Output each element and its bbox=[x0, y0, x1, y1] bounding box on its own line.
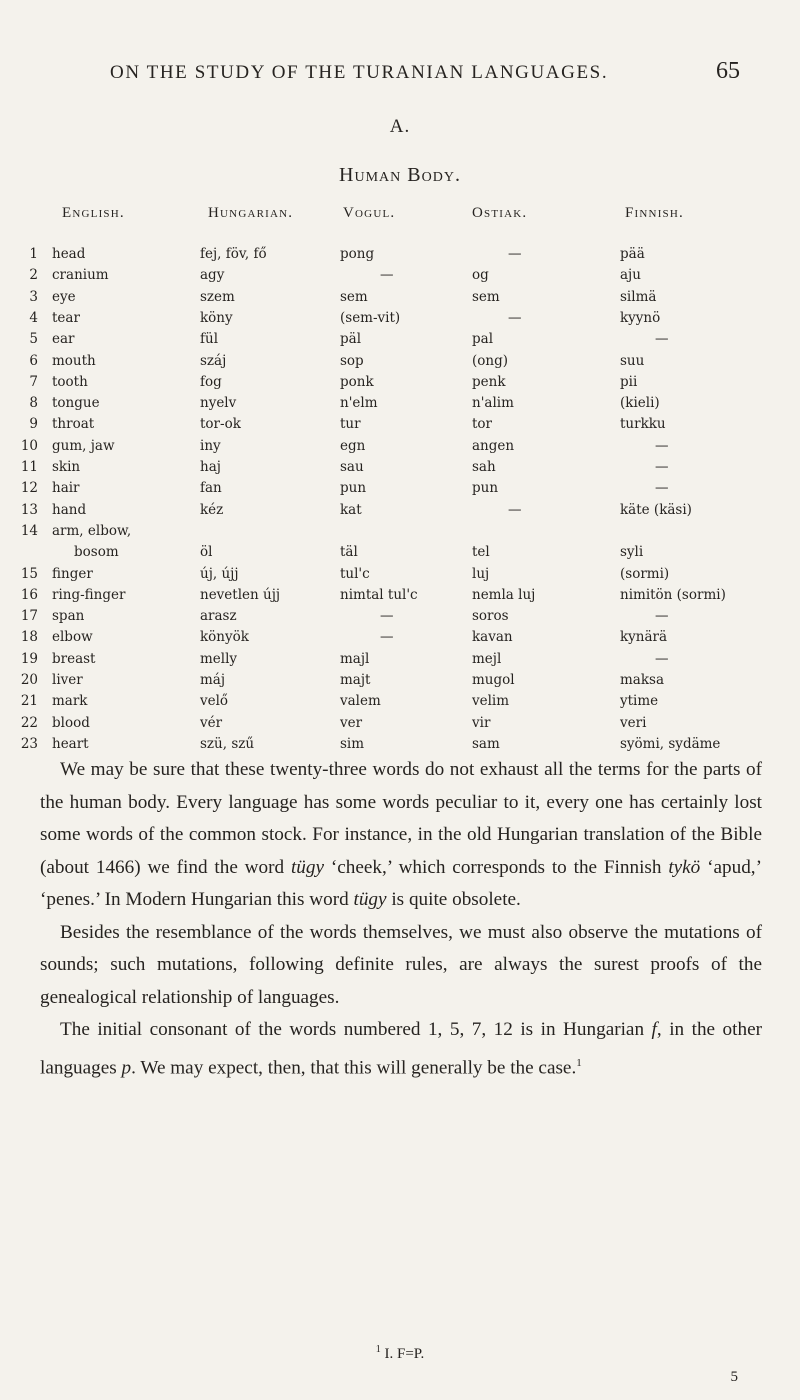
cell-hungarian: iny bbox=[200, 437, 221, 454]
cell-hungarian: nyelv bbox=[200, 395, 237, 412]
table-row bbox=[0, 502, 800, 524]
cell-english: hair bbox=[52, 480, 80, 497]
cell-english: tooth bbox=[52, 373, 88, 390]
cell-hungarian: fog bbox=[200, 373, 222, 390]
cell-finnish: syli bbox=[620, 544, 644, 561]
cell-finnish: pii bbox=[620, 373, 638, 390]
table-row bbox=[0, 374, 800, 396]
cell-vogul: pong bbox=[340, 246, 375, 262]
cell-ostiak: — bbox=[508, 309, 522, 326]
cell-hungarian: fül bbox=[200, 331, 219, 348]
table-row bbox=[0, 353, 800, 375]
cell-finnish: — bbox=[655, 608, 669, 625]
row-number: 7 bbox=[29, 373, 38, 390]
cell-vogul: — bbox=[380, 608, 394, 625]
row-number: 3 bbox=[29, 288, 38, 305]
cell-hungarian: öl bbox=[200, 544, 213, 561]
cell-english: head bbox=[52, 246, 86, 262]
table-row bbox=[0, 331, 800, 353]
table-row bbox=[0, 438, 800, 460]
cell-english: heart bbox=[52, 735, 89, 752]
table-row bbox=[0, 267, 800, 289]
cell-vogul: — bbox=[380, 629, 394, 646]
cell-hungarian: szem bbox=[200, 288, 235, 305]
cell-finnish: aju bbox=[620, 267, 641, 284]
cell-hungarian: agy bbox=[200, 267, 225, 284]
section-letter: A. bbox=[389, 116, 411, 137]
cell-english: ring-finger bbox=[52, 586, 126, 603]
cell-hungarian: tor-ok bbox=[200, 416, 241, 433]
table-row bbox=[0, 672, 800, 694]
cell-finnish: — bbox=[655, 650, 669, 667]
row-number: 21 bbox=[20, 693, 38, 710]
row-number: 15 bbox=[20, 565, 38, 582]
row-number: 14 bbox=[20, 522, 38, 539]
cell-english: throat bbox=[52, 416, 95, 433]
cell-vogul: egn bbox=[340, 437, 366, 454]
row-number: 18 bbox=[20, 629, 38, 646]
running-title: ON THE STUDY OF THE TURANIAN LANGUAGES. bbox=[110, 62, 609, 83]
cell-finnish: (kieli) bbox=[620, 395, 660, 412]
cell-hungarian: melly bbox=[200, 650, 238, 667]
cell-finnish: pää bbox=[620, 246, 645, 262]
cell-hungarian: fan bbox=[200, 480, 222, 497]
cell-english: eye bbox=[52, 288, 76, 305]
cell-ostiak: — bbox=[508, 501, 522, 518]
row-number: 17 bbox=[20, 608, 38, 625]
paragraph-2: Besides the resemblance of the words themselves, we must also observe the mutations of sounds; such mutations, following definite rules, are always the surest proofs of the genealogical relationship of languages. bbox=[40, 921, 762, 1008]
cell-english: blood bbox=[52, 714, 90, 731]
word-tugy-2: tügy bbox=[353, 889, 387, 910]
cell-hungarian: szü, szű bbox=[200, 735, 255, 752]
cell-vogul: täl bbox=[340, 544, 358, 561]
cell-finnish: — bbox=[655, 480, 669, 497]
body-text bbox=[40, 754, 762, 1084]
cell-vogul: sau bbox=[340, 459, 364, 475]
column-header-hungarian: Hungarian. bbox=[208, 205, 294, 221]
table-row bbox=[0, 480, 800, 502]
table-row bbox=[0, 566, 800, 588]
row-number: 10 bbox=[20, 437, 38, 454]
table-row bbox=[0, 416, 800, 438]
cell-hungarian: új, újj bbox=[200, 565, 239, 582]
cell-hungarian: vér bbox=[200, 714, 223, 731]
cell-hungarian: fej, föv, fő bbox=[200, 246, 267, 262]
word-tyko: tykö bbox=[668, 856, 701, 878]
table-row bbox=[0, 629, 800, 651]
cell-ostiak: nemla luj bbox=[472, 586, 536, 603]
cell-finnish: kyynö bbox=[620, 309, 661, 326]
row-number: 4 bbox=[29, 309, 38, 326]
cell-english: breast bbox=[52, 650, 96, 667]
cell-vogul: sim bbox=[340, 735, 365, 752]
table-row bbox=[0, 651, 800, 673]
cell-ostiak: sam bbox=[472, 735, 500, 752]
cell-english: gum, jaw bbox=[52, 437, 115, 454]
row-number: 19 bbox=[20, 650, 38, 667]
cell-hungarian: velő bbox=[200, 693, 229, 710]
column-header-ostiak: Ostiak. bbox=[472, 205, 528, 221]
cell-finnish: nimitön (sormi) bbox=[620, 586, 726, 603]
cell-ostiak: soros bbox=[472, 608, 509, 625]
cell-hungarian: száj bbox=[200, 352, 227, 369]
paragraph-1: We may be sure that these twenty-three words do not exhaust all the terms for the parts of the human body. Every language has some words peculiar to it, every one has certainly lost some words of the common stock. For instance, in the old Hungarian translation of the Bible (about 1466) we find the word tügy ‘cheek,’ which corresponds to the Finnish tykö ‘apud,’ ‘penes.’ In Modern Hungarian this word tügy is quite obsolete. bbox=[40, 759, 762, 910]
table-row bbox=[0, 587, 800, 609]
cell-english: span bbox=[52, 608, 85, 625]
cell-vogul: sop bbox=[340, 352, 364, 369]
cell-ostiak: tel bbox=[472, 544, 490, 561]
table-row bbox=[0, 310, 800, 332]
cell-vogul: tul'c bbox=[340, 565, 370, 582]
cell-english: mark bbox=[52, 693, 88, 710]
cell-finnish: syömi, sydäme bbox=[620, 735, 721, 752]
paragraph-3: The initial consonant of the words numbered 1, 5, 7, 12 is in Hungarian f, in the other languages p. We may expect, then, that this will generally be the case.$^1$ bbox=[40, 1019, 762, 1078]
letter-p: p bbox=[121, 1056, 132, 1078]
row-number: 8 bbox=[29, 395, 38, 412]
cell-ostiak: velim bbox=[472, 693, 510, 710]
row-number: 6 bbox=[29, 352, 38, 369]
table-row bbox=[0, 608, 800, 630]
cell-finnish: — bbox=[655, 331, 669, 348]
cell-finnish: ytime bbox=[620, 693, 659, 710]
cell-vogul: ponk bbox=[340, 373, 374, 390]
table-row bbox=[0, 395, 800, 417]
cell-hungarian: máj bbox=[200, 672, 226, 688]
cell-vogul: valem bbox=[340, 693, 381, 710]
row-number: 9 bbox=[29, 416, 38, 433]
footnote-text: I. F=P. bbox=[380, 1346, 425, 1362]
cell-english: skin bbox=[52, 459, 81, 475]
cell-vogul: ver bbox=[340, 714, 363, 731]
cell-vogul: — bbox=[380, 267, 394, 284]
cell-english: tongue bbox=[52, 395, 100, 412]
cell-ostiak: pal bbox=[472, 331, 494, 348]
cell-english: mouth bbox=[52, 352, 96, 369]
running-head bbox=[110, 58, 740, 88]
cell-vogul: kat bbox=[340, 501, 362, 518]
row-number: 20 bbox=[20, 672, 38, 688]
row-number: 1 bbox=[29, 246, 38, 262]
cell-ostiak: (ong) bbox=[472, 352, 508, 369]
cell-hungarian: könyök bbox=[200, 629, 249, 646]
row-number: 13 bbox=[20, 501, 38, 518]
cell-vogul: pun bbox=[340, 480, 367, 497]
cell-english: arm, elbow, bbox=[52, 522, 132, 539]
cell-ostiak: kavan bbox=[472, 629, 513, 646]
column-header-english: English. bbox=[62, 205, 125, 221]
cell-hungarian: arasz bbox=[200, 608, 237, 625]
cell-finnish: veri bbox=[620, 714, 647, 731]
cell-ostiak: sah bbox=[472, 459, 496, 475]
cell-vogul: n'elm bbox=[340, 395, 378, 412]
section-title: Human Body. bbox=[339, 164, 461, 186]
cell-finnish: käte (käsi) bbox=[620, 501, 692, 518]
cell-hungarian: köny bbox=[200, 309, 233, 326]
page-number: 65 bbox=[716, 58, 740, 84]
cell-ostiak: luj bbox=[472, 565, 490, 582]
cell-hungarian: kéz bbox=[200, 501, 224, 518]
row-number: 11 bbox=[20, 459, 38, 475]
cell-hungarian: haj bbox=[200, 459, 221, 475]
footnote bbox=[0, 1344, 800, 1363]
cell-english: liver bbox=[52, 672, 83, 688]
table-row bbox=[0, 715, 800, 737]
cell-english: hand bbox=[52, 501, 87, 518]
cell-ostiak: mejl bbox=[472, 650, 502, 667]
cell-finnish: kynärä bbox=[620, 629, 668, 646]
cell-vogul: tur bbox=[340, 416, 361, 433]
column-header-finnish: Finnish. bbox=[625, 205, 684, 221]
cell-vogul: majl bbox=[340, 650, 370, 667]
cell-finnish: suu bbox=[620, 352, 645, 369]
cell-ostiak: og bbox=[472, 267, 489, 284]
row-number: 12 bbox=[20, 480, 38, 497]
cell-ostiak: vir bbox=[472, 714, 491, 731]
cell-ostiak: n'alim bbox=[472, 395, 514, 412]
cell-vogul: nimtal tul'c bbox=[340, 586, 418, 603]
footnote-reference: 1 bbox=[576, 1056, 582, 1069]
cell-ostiak: — bbox=[508, 246, 522, 262]
row-number: 2 bbox=[29, 267, 38, 284]
cell-english: cranium bbox=[52, 267, 109, 284]
table-row bbox=[0, 459, 800, 481]
cell-finnish: — bbox=[655, 437, 669, 454]
table-row bbox=[0, 693, 800, 715]
row-number: 5 bbox=[29, 331, 38, 348]
row-number: 22 bbox=[20, 714, 38, 731]
cell-vogul: (sem-vit) bbox=[340, 309, 401, 326]
cell-vogul: päl bbox=[340, 331, 362, 348]
cell-finnish: maksa bbox=[620, 672, 665, 688]
cell-vogul: sem bbox=[340, 288, 368, 305]
cell-ostiak: mugol bbox=[472, 672, 515, 688]
signature-mark: 5 bbox=[730, 1369, 738, 1385]
cell-hungarian: nevetlen újj bbox=[200, 586, 281, 603]
cell-english: elbow bbox=[52, 629, 93, 646]
cell-ostiak: angen bbox=[472, 437, 515, 454]
cell-ostiak: sem bbox=[472, 288, 500, 305]
cell-finnish: silmä bbox=[620, 288, 657, 305]
row-number: 16 bbox=[20, 586, 38, 603]
cell-english: bosom bbox=[74, 544, 119, 561]
table-row bbox=[0, 523, 800, 545]
cell-ostiak: tor bbox=[472, 416, 493, 433]
footnote-marker: 1 bbox=[375, 1344, 381, 1355]
table-row bbox=[0, 289, 800, 311]
table-row bbox=[0, 544, 800, 566]
word-tugy: tügy bbox=[290, 856, 325, 878]
table-row bbox=[0, 246, 800, 268]
letter-f: f bbox=[651, 1019, 657, 1040]
cell-english: tear bbox=[52, 309, 80, 326]
cell-ostiak: penk bbox=[472, 373, 506, 390]
cell-ostiak: pun bbox=[472, 480, 499, 497]
row-number: 23 bbox=[20, 735, 38, 752]
column-header-vogul: Vogul. bbox=[343, 205, 396, 221]
cell-finnish: (sormi) bbox=[620, 565, 670, 582]
cell-finnish: turkku bbox=[620, 416, 666, 433]
cell-finnish: — bbox=[655, 459, 669, 475]
cell-vogul: majt bbox=[340, 672, 371, 688]
cell-english: finger bbox=[52, 565, 93, 582]
cell-english: ear bbox=[52, 331, 75, 348]
